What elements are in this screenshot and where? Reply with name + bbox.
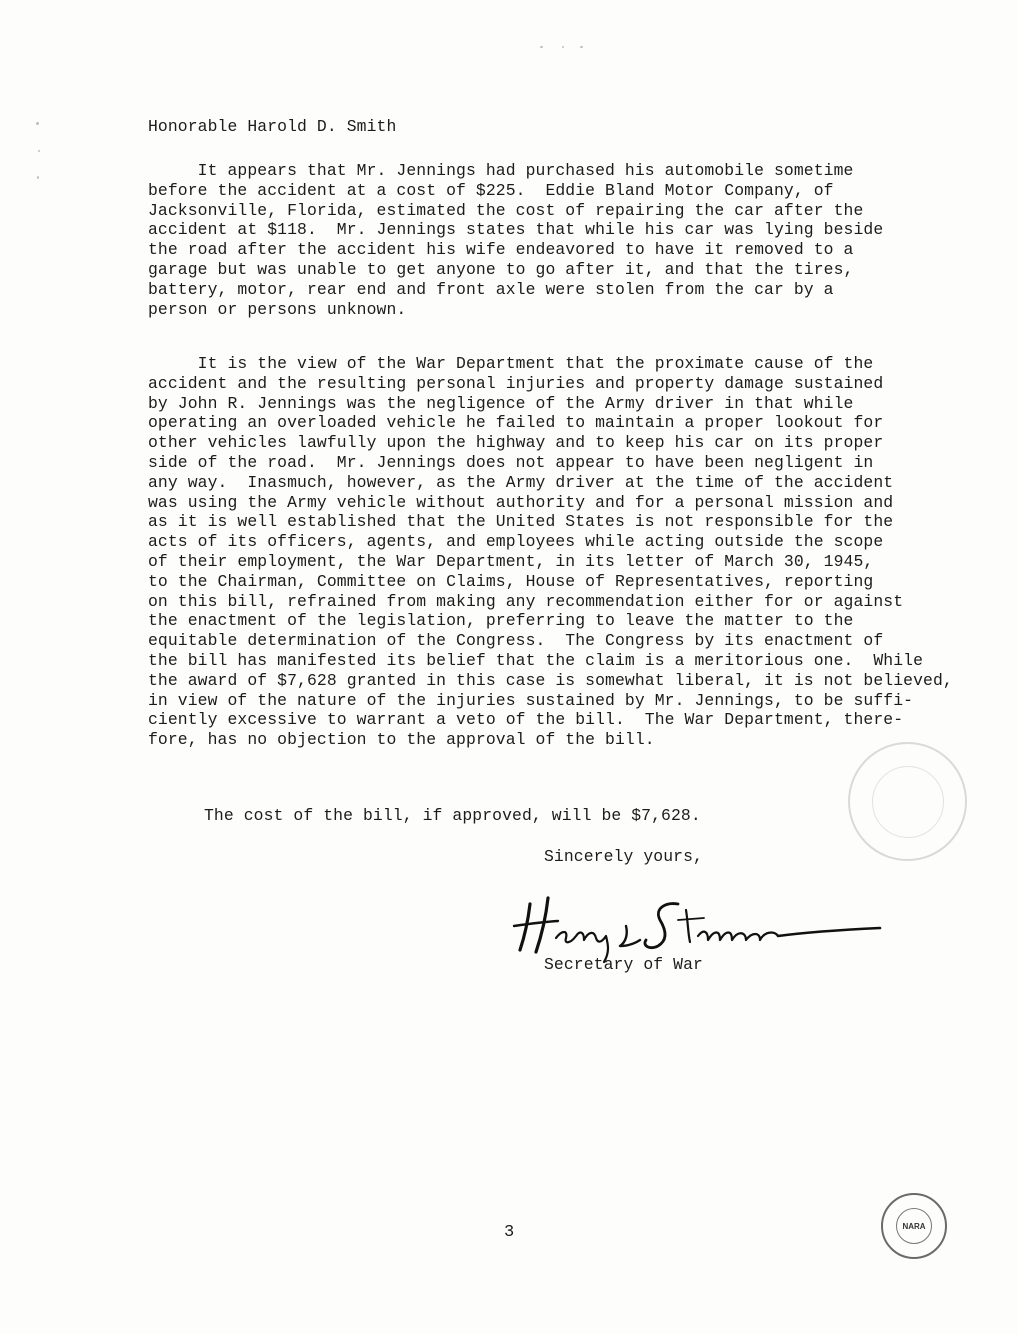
paragraph-line: accident at $118. Mr. Jennings states that while his car was lying beside — [148, 220, 884, 240]
margin-mark — [540, 46, 543, 48]
margin-mark — [580, 46, 583, 48]
paragraph-line: Jacksonville, Florida, estimated the cost of repairing the car after the — [148, 200, 864, 220]
paragraph-line: the award of $7,628 granted in this case is somewhat liberal, it is not believed, — [148, 670, 953, 690]
cost-statement: The cost of the bill, if approved, will be $7,628. — [204, 806, 701, 825]
margin-mark — [37, 176, 39, 179]
paragraph-line: battery, motor, rear end and front axle were stolen from the car by a — [148, 279, 834, 299]
letter-salutation: Honorable Harold D. Smith — [148, 117, 397, 136]
paragraph-line: acts of its officers, agents, and employees while acting outside the scope — [148, 532, 884, 552]
stamp-inner-ring — [872, 766, 944, 838]
paragraph-line: to the Chairman, Committee on Claims, House of Representatives, reporting — [148, 571, 874, 591]
paragraph-line: by John R. Jennings was the negligence of the Army driver in that while — [148, 393, 854, 413]
paragraph-line: It appears that Mr. Jennings had purchased his automobile sometime — [148, 161, 854, 180]
paragraph-line: the enactment of the legislation, preferring to leave the matter to the — [148, 611, 854, 631]
paragraph-line: before the accident at a cost of $225. Eddie Bland Motor Company, of — [148, 180, 834, 200]
paragraph-line: was using the Army vehicle without authority and for a personal mission and — [148, 492, 894, 512]
handwritten-signature — [508, 886, 908, 966]
paragraph-line: side of the road. Mr. Jennings does not appear to have been negligent in — [148, 453, 874, 472]
paragraph-line: the road after the accident his wife endeavored to have it removed to a — [148, 240, 854, 260]
paragraph-line: fore, has no objection to the approval of the bill. — [148, 730, 655, 750]
paragraph-line: garage but was unable to get anyone to go after it, and that the tires, — [148, 260, 854, 279]
paragraph-line: person or persons unknown. — [148, 299, 407, 319]
paragraph-line: the bill has manifested its belief that the claim is a meritorious one. While — [148, 651, 924, 670]
nara-label: NARA — [902, 1221, 926, 1231]
paragraph-line: of their employment, the War Department, in its letter of March 30, 1945, — [148, 552, 874, 571]
margin-mark — [38, 150, 40, 152]
margin-mark — [562, 46, 564, 48]
stamp-inner-ring — [896, 1208, 932, 1244]
library-seal-stamp — [848, 742, 967, 861]
margin-mark — [36, 122, 39, 125]
paragraph-line: as it is well established that the United States is not responsible for the — [148, 512, 894, 532]
paragraph-line: ciently excessive to warrant a veto of the bill. The War Department, there- — [148, 710, 904, 730]
letter-closing: Sincerely yours, — [544, 847, 703, 866]
paragraph-line: any way. Inasmuch, however, as the Army driver at the time of the accident — [148, 472, 894, 492]
paragraph-line: other vehicles lawfully upon the highway and to keep his car on its proper — [148, 433, 884, 453]
paragraph-line: accident and the resulting personal injuries and property damage sustained — [148, 373, 884, 393]
page-number: 3 — [504, 1223, 515, 1242]
paragraph-line: operating an overloaded vehicle he failed to maintain a proper lookout for — [148, 413, 884, 433]
nara-archive-stamp — [881, 1193, 947, 1259]
signer-title: Secretary of War — [544, 955, 703, 974]
paragraph-line: in view of the nature of the injuries sustained by Mr. Jennings, to be suffi- — [148, 690, 914, 710]
paragraph-line: It is the view of the War Department that the proximate cause of the — [148, 354, 874, 373]
paragraph-line: on this bill, refrained from making any recommendation either for or against — [148, 591, 904, 611]
paragraph-line: equitable determination of the Congress. The Congress by its enactment of — [148, 631, 884, 651]
